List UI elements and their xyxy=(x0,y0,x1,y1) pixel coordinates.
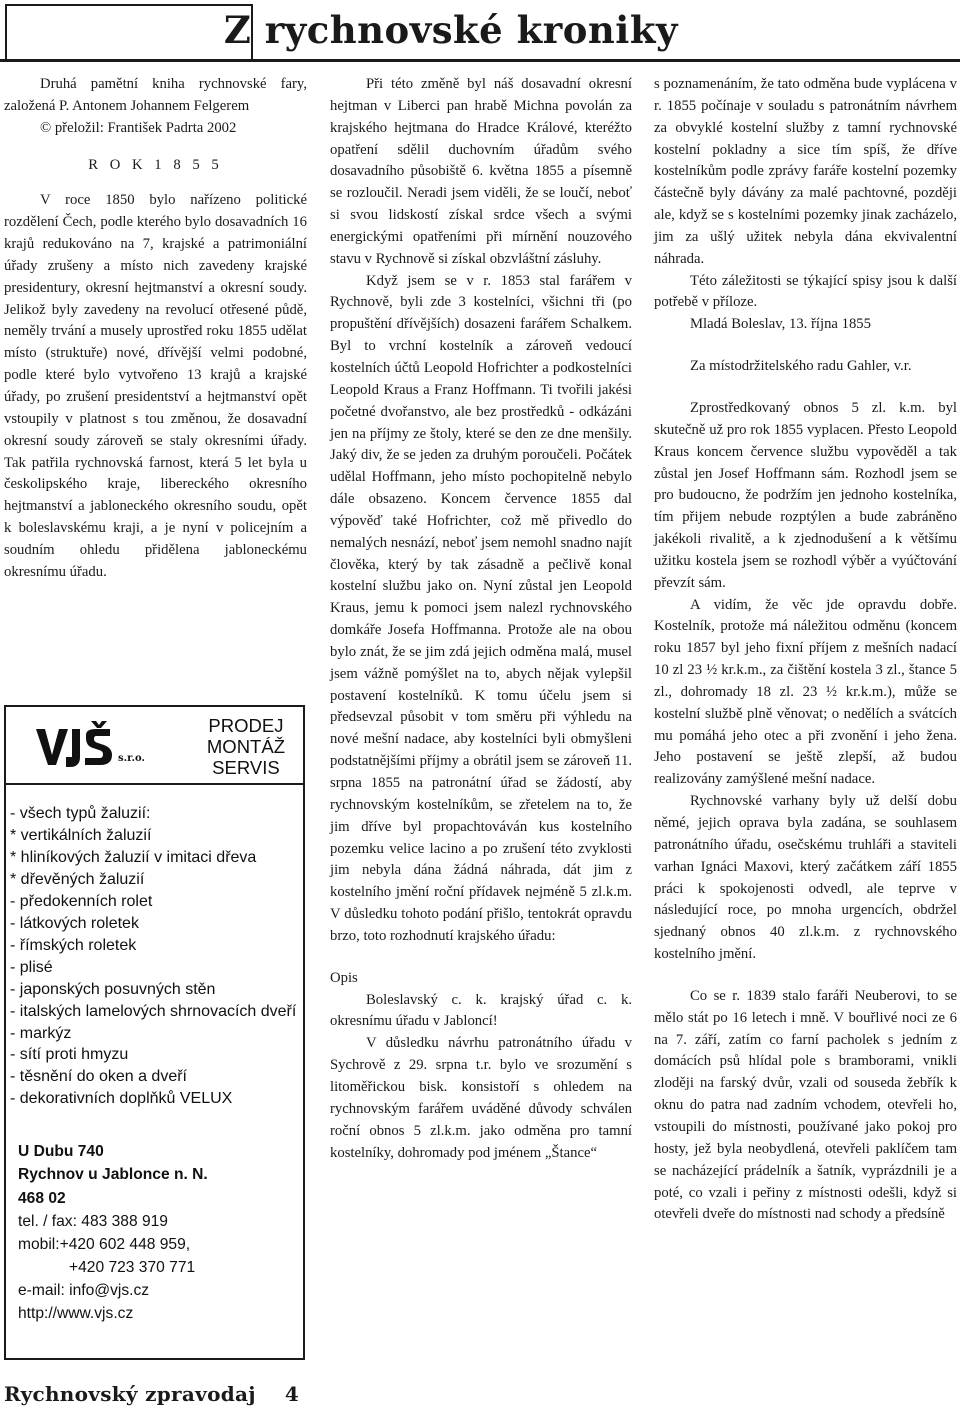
header-box xyxy=(5,4,253,60)
column-2 xyxy=(330,74,632,1164)
product-item: - sítí proti hmyzu xyxy=(10,1046,129,1064)
article-paragraph: Při této změně byl náš dosavadní okresní hejtman v Liberci pan hrabě Michna povolán za krajského hejtmana do Hradce Králové, kteréžto opatření sdělil duchovním úřadům svého dosavadního působiště 6. května 1855 a písemně se rozloučil. Neradi jsem viděli, že se loučí, neboť si svou lidskostí získal srdce všech a svými energickými opatřeními při mírnění nouzového stavu v Rychnově si získal obzvláštní zásluhy. xyxy=(330,76,632,267)
spacer xyxy=(654,378,957,398)
article-paragraph: Co se r. 1839 stalo faráři Neuberovi, to se mělo stát po 16 letech i mně. V bouřlivé noci ze 6 na 7. září, zatím co farní pacholek s jedním z domácích psů hlídal pole s bramborami, vnikli zloději na farský dvůr, vzali od souseda žebřík k oknu do patra nad zadním vchodem, otevřeli ho, vstoupili do místnosti, používané jako pokoj pro hosty, jež byla neobydlená, otevřeli paklíčem tam se nacházející prádelník a šatník, vyprázdnili je a poté, co vzali i peřiny z místnosti odešli, když si otevřeli dveře do místnosti nad schody a předsíně xyxy=(654,987,957,1223)
letter-signature: Za místodržitelského radu Gahler, v.r. xyxy=(690,358,912,375)
year-heading: R O K 1 8 5 5 xyxy=(88,156,223,173)
spacer xyxy=(654,336,957,356)
product-item: - římských roletek xyxy=(10,936,137,954)
svg-text:s.r.o.: s.r.o. xyxy=(118,753,145,764)
product-item: - dekorativních doplňků VELUX xyxy=(10,1090,233,1108)
ad-header xyxy=(6,707,303,785)
mobile-1: mobil:+420 602 448 959, xyxy=(18,1235,191,1253)
article-paragraph: Když jsem se v r. 1853 stal farářem v Rychnově, byli zde 3 kostelníci, všichni tři (po propuštění dřívějších) dosazeni farářem Schalkem. Byl to vrchní kostelník a zároveň vedoucí kostelních účtů Leopold Hofrichter a podkostelníci Leopold Kraus a Franz Hoffmann. Ti tvořili jakési početné dvořanstvo, ale bez prostředků - odkázáni jen na příjmy ze štoly, které se den ze dne menšily. Jaký div, že se jeden za druhým poroučeli. Počátek udělal Hoffmann, jeho místo pochopitelně nebylo dále obsazeno. Koncem července 1855 dal výpověď také Hofrichter, což mě přivedlo do nemalých nesnází, neboť jsem nemohl snadno najít člověka, který by tak zásadně a pečlivě konal kostelní službu jako on. Nyní zůstal jen Leopold Kraus, jemu k pomoci jsem nalezl rychnovského domkáře Josefa Hoffmanna. Protože ale na obou bylo znát, že se jim zdá jejich odměna malá, musel jsem vážně pomýšlet na to, abych nějak vylepšil postavení kostelníků. K tomu účelu jsem si předsevzal působit v tom směru při výhledu na nové mešní nadace, aby kostelníci byli obmyšleni podstatnějšími příjmy a obrátil jsem se zároveň 11. srpna 1855 na patronátní úřad se žádostí, aby rychnovským kostelníkům, se zřetelem na to, že jim dříve byl propachtováván kus kostelního pozemku velice lacino a po zrušení této zvyklosti jim nebyla dána žádná náhrada, dát jim z kostelního jmění roční přídavek nejméně 5 zl.k.m. V důsledku tohoto podání přišlo, tentokrát opravdu brzo, toto rozhodnutí krajského úřadu: xyxy=(330,272,632,944)
article-paragraph: V důsledku návrhu patronátního úřadu v Sychrově z 29. srpna t.r. bylo ve srozumění s litoměřickou bisk. konsistoří s ohledem na rychnovským farářem uváděné důvody schválen roční obnos 5 zl.k.m. jako odměna pro tamní kostelníky, dohromady pod jménem „Štance“ xyxy=(330,1035,632,1161)
product-item: - těsnění do oken a dveří xyxy=(10,1068,187,1086)
ad-services xyxy=(207,715,285,778)
vjs-logo xyxy=(36,721,156,769)
product-item: - plisé xyxy=(10,958,53,976)
column-1 xyxy=(4,74,307,584)
letter-date: Mladá Boleslav, 13. října 1855 xyxy=(690,316,871,333)
service-installation: MONTÁŽ xyxy=(206,736,285,757)
spacer xyxy=(330,948,632,968)
product-item: - předokenních rolet xyxy=(10,892,153,910)
page-title: Z rychnovské kroniky xyxy=(223,8,678,52)
copy-label: Opis xyxy=(330,969,358,986)
column-3 xyxy=(654,74,957,1226)
mobile-2: +420 723 370 771 xyxy=(69,1258,196,1276)
product-item: - látkových roletek xyxy=(10,914,139,932)
translator-credit: © přeložil: František Padrta 2002 xyxy=(40,119,237,136)
service-sale: PRODEJ xyxy=(208,715,284,736)
article-paragraph: Rychnovské varhany byly už delší dobu němé, jejich oprava byla zadána, se souhlasem patronátního úřadu, osečskému truhláři a staviteli varhan Ignáci Maxovi, který začátkem září 1855 práci k spokojenosti odvedl, ale teprve v následující roce, po mnoha urgencích, obdržel sjednaný obnos 40 zl.k.m. z rychnovského kostelního jmění. xyxy=(654,793,957,963)
product-item: * hliníkových žaluzií v imitaci dřeva xyxy=(10,848,257,866)
product-item: * vertikálních žaluzií xyxy=(10,826,152,844)
email: e-mail: info@vjs.cz xyxy=(18,1281,150,1299)
article-paragraph: Zprostředkovaný obnos 5 zl. k.m. byl skutečně už pro rok 1855 vyplacen. Přesto Leopold Kraus koncem července službu vypověděl a tak zůstal jen Josef Hoffmann sám. Rozhodl jsem se pro budoucno, že podržím jen jednoho kostelníka, tím přijem nebude rozptýlen a bude zabráněno jakékoli rivalitě, a k zjednodušení a k většímu užitku kostela jsem se rozhodl výběr a vyúčtování převzít sám. xyxy=(654,399,957,591)
address-zip: 468 02 xyxy=(18,1189,66,1207)
product-item: * dřevěných žaluzií xyxy=(10,870,145,888)
article-paragraph: Boleslavský c. k. krajský úřad c. k. okresnímu úřadu v Jabloncí! xyxy=(330,991,632,1030)
article-paragraph: A vidím, že věc jde opravdu dobře. Kostelník, protože má náležitou odměnu (koncem roku 1857 byl jeho fixní příjem z mešních nadací 10 zl 23 ½ kr.k.m., za čištění kostela 3 zl., štance 5 zl., dohromady 18 zl. 23 ½ kr.k.m.), může se kostelní službě plně věnovat; o nedělích a svátcích mu pomáhá jeho otec a při zvonění i jeho žena. Jeho postavení se ještě zlepší, až budou realizovány zamýšlené mešní nadace. xyxy=(654,596,957,788)
article-paragraph: s poznamenáním, že tato odměna bude vyplácena v r. 1855 počínaje v souladu s patronátním návrhem za obvyklé kostelní služby z tamní rychnovské kostelní pokladny a sice tím spíš, že dříve kostelníkům podle zprávy faráře kostelní pozemky částečně byly dávány za malé pachtovné, později ale, když se s kostelními pozemky jinak zacházelo, jim za ušlý užitek nebyla dána ekvivalentní náhrada. xyxy=(654,76,957,267)
address-city: Rychnov u Jablonce n. N. xyxy=(18,1166,208,1184)
website: http://www.vjs.cz xyxy=(18,1305,134,1322)
source-note: Druhá pamětní kniha rychnovské fary, založená P. Antonem Johannem Felgerem xyxy=(4,76,307,114)
product-item: - japonských posuvných stěn xyxy=(10,980,216,998)
service-servicing: SERVIS xyxy=(212,757,280,778)
spacer xyxy=(654,966,957,986)
article-paragraph: V roce 1850 bylo nařízeno politické rozdělení Čech, podle kterého bylo dosavadních 16 krajů redukováno na 7, krajské a patrimoniální úřady zrušeny a místo nich zavedeny krajské presidentury, okresní hejtmanství a okresní soudy. Jelikož byly zavedeny na revolucí otřesené půdě, neměly trvání a musely uprostřed roku 1855 udělat místo (struktuře) nové, dřívější velmi podobné, podle které bylo vytvořeno 13 krajů a krajské úřady, po zrušení presidentství a hejtmanství opět vstoupily v platnost s tou změnou, že dosavadní okresní soudy zároveň se staly okresními úřady. Tak patřila rychnovská farnost, která 5 let byla u českolipského kraje, libereckého okresního hejtmanství a jabloneckého okresního soudu, opět k boleslavskému kraji, a je nyní v policejním a soudním ohledu přidělena jabloneckému okresnímu úřadu. xyxy=(4,192,307,580)
ad-contact xyxy=(6,1110,303,1325)
product-item: - markýz xyxy=(10,1024,72,1042)
page-footer: Rychnovský zpravodaj 4 xyxy=(4,1382,300,1406)
product-list xyxy=(6,785,303,1110)
product-item: - italských lamelových shrnovacích dveří xyxy=(10,1002,297,1020)
article-paragraph: Této záležitosti se týkající spisy jsou k další potřebě v příloze. xyxy=(654,272,957,311)
advertisement-box xyxy=(4,705,305,1360)
product-item: - všech typů žaluzií: xyxy=(10,805,151,822)
address-street: U Dubu 740 xyxy=(18,1143,104,1161)
phone-fax: tel. / fax: 483 388 919 xyxy=(18,1212,168,1230)
